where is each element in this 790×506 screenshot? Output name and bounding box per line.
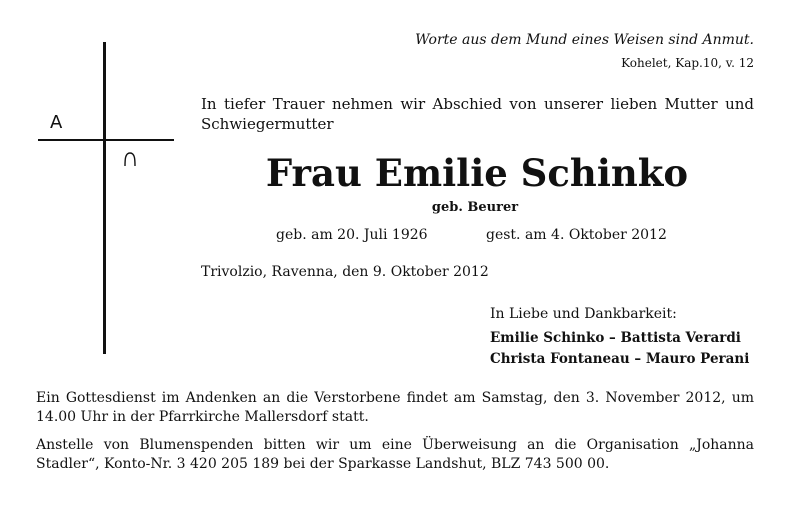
service-notice: Ein Gottesdienst im Andenken an die Verstorbene findet am Samstag, den 3. November 2012, um 14.00 Uhr in der Pfarrkirche Mallersdorf statt.: [36, 390, 754, 425]
intro-text: In tiefer Trauer nehmen wir Abschied von unserer lieben Mutter und Schwiegermutter: [201, 95, 754, 133]
place-date: Trivolzio, Ravenna, den 9. Oktober 2012: [201, 264, 489, 280]
deceased-name: Frau Emilie Schinko: [265, 151, 689, 195]
mourners-block: [490, 304, 749, 370]
alpha-symbol: A: [50, 112, 63, 133]
cross-horizontal-bar: [38, 139, 174, 141]
cross-vertical-bar: [103, 42, 106, 354]
death-date: gest. am 4. Oktober 2012: [486, 227, 667, 243]
birth-name: geb. Beurer: [431, 200, 519, 215]
motto-quote: Worte aus dem Mund eines Weisen sind Anmut.: [415, 32, 754, 48]
mourner-line: Emilie Schinko – Battista Verardi: [490, 330, 741, 346]
mourners-heading: In Liebe und Dankbarkeit:: [490, 306, 677, 322]
mourner-line: Christa Fontaneau – Mauro Perani: [490, 351, 750, 367]
motto-source: Kohelet, Kap.10, v. 12: [621, 56, 754, 70]
birth-date: geb. am 20. Juli 1926: [276, 227, 428, 243]
omega-icon: [123, 150, 137, 168]
donation-notice: Anstelle von Blumenspenden bitten wir um eine Überweisung an die Organisation „Johanna Stadler“, Konto-Nr. 3 420 205 189 bei der Sparkasse Landshut, BLZ 743 500 00.: [36, 437, 754, 472]
